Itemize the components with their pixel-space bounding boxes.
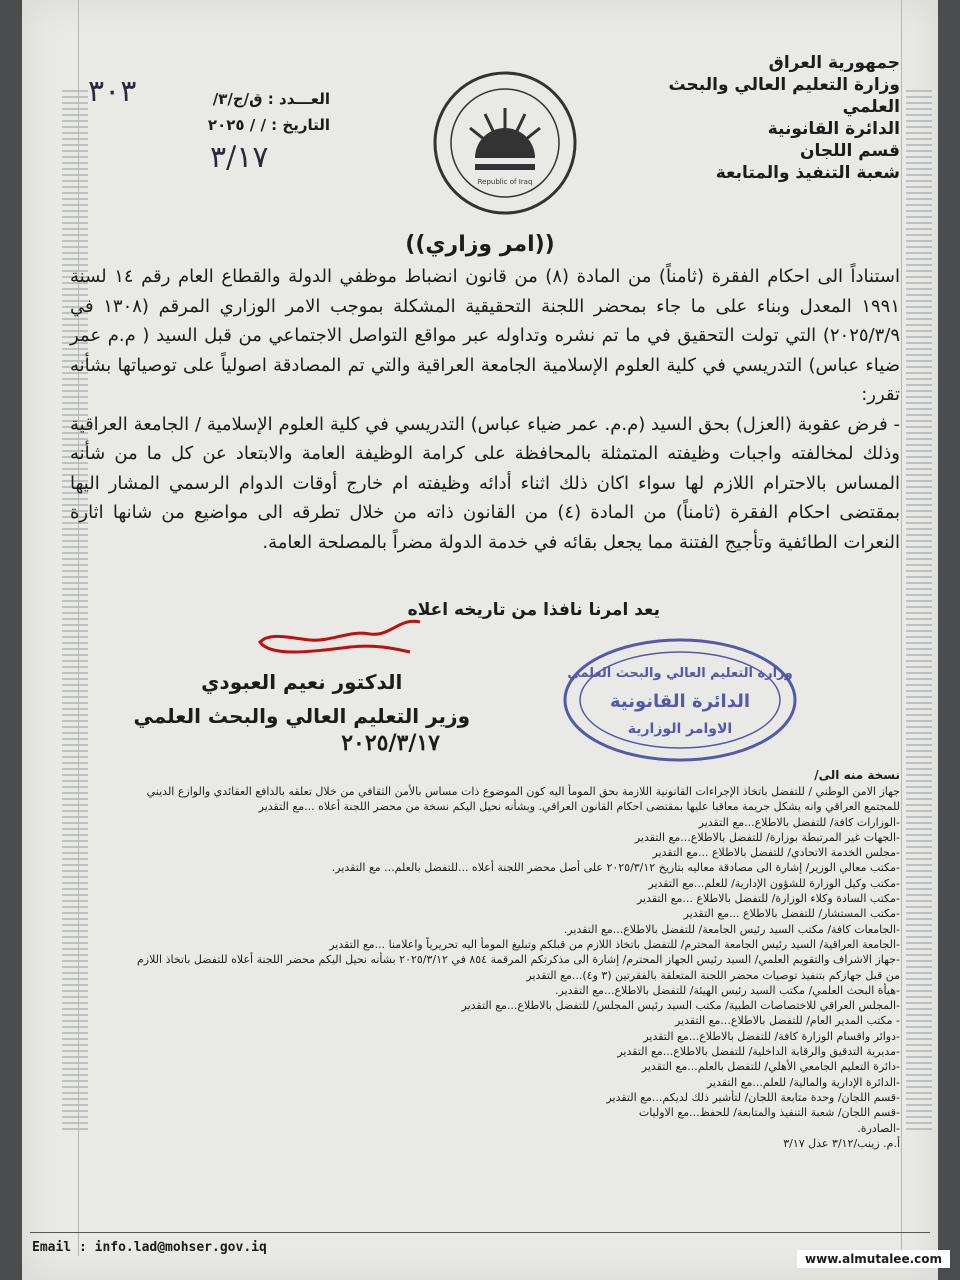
signer-block xyxy=(134,665,471,733)
document-title: ((امر وزاري)) xyxy=(405,232,555,257)
effective-line: يعد امرنا نافذا من تاريخه اعلاه xyxy=(407,600,660,620)
body-paragraph: - فرض عقوبة (العزل) بحق السيد (م.م. عمر ضياء عباس) التدريسي في كلية العلوم الإسلامية / الجامعة العراقية وذلك لمخالفته واجبات وظيفته المتمثلة بالمحافظة على كرامة الوظيفة العامة والابتعاد عن كل ما من شأنه المساس بالاحترام اللازم لها سواء اكان ذلك اثناء أدائه وظيفته ام خارج أوقات الدوام الرسمي المشار اليها بمقتضى احكام الفقرة (ثامناً) من المادة (٤) من القانون ذاته من خلال تطرقه الى مواضيع من شانها اثارة النعرات الطائفية وتأجيج الفتنة مما يجعل بقائه في خدمة الدولة مضراً بالمصلحة العامة. xyxy=(70,413,900,553)
distribution-item: -الجامعة العراقية/ السيد رئيس الجامعة المحترم/ للتفضل باتخاذ اللازم من قبلكم وتبليغ المومأ اليه تحريرياً واعلامنا ...مع التقدير xyxy=(329,937,900,951)
distribution-item: -المجلس العراقي للاختصاصات الطبية/ مكتب السيد رئيس المجلس/ للتفضل بالاطلاع...مع التقدير xyxy=(461,999,900,1013)
distribution-item: أ.م. زينب/٣/١٢ عدل ٣/١٧ xyxy=(783,1136,900,1150)
distribution-item: -مكتب وكيل الوزارة للشؤون الإدارية/ للعلم...مع التقدير xyxy=(648,876,900,890)
letterhead-line: وزارة التعليم العالي والبحث العلمي xyxy=(668,75,900,117)
logo-text: Republic of Iraq xyxy=(477,178,533,186)
distribution-item: -مكتب معالي الوزير/ إشارة الى مصادقة معاليه بتاريخ ٢٠٢٥/٣/١٢ على أصل محضر اللجنة أعلاه ...للتفضل بالعلم... مع التقدير. xyxy=(331,861,900,875)
distribution-item: جهاز الامن الوطني / للتفضل باتخاذ الإجراءات القانونية اللازمة بحق المومأ اليه كون الموضوع ذات مساس بالأمن الثقافي من خلال تعلقه بالدافع العقائدي والوازع الديني xyxy=(146,785,900,798)
official-stamp-icon xyxy=(560,635,800,765)
letterhead-line: الدائرة القانونية xyxy=(767,119,900,139)
distribution-item: -مكتب السادة وكلاء الوزارة/ للتفضل بالاطلاع ...مع التقدير xyxy=(636,892,900,906)
distribution-title: نسخة منه الى/ xyxy=(814,768,900,782)
body-paragraph: استناداً الى احكام الفقرة (ثامناً) من المادة (٨) من قانون انضباط موظفي الدولة والقطاع العام رقم ١٤ لسنة ١٩٩١ المعدل وبناء على ما جاء بمحضر اللجنة التحقيقية المشكلة بموجب الامر الوزاري المرقم (١٣٠٨ في ٢٠٢٥/٣/٩) التي تولت التحقيق في ما تم نشره وتداوله عبر مواقع التواصل الاجتماعي من قبل السيد ( م.م عمر ضياء عباس) التدريسي في كلية العلوم الإسلامية الجامعة العراقية والتي تم المصادقة اصولياً على توصياتها بشأنه تقرر: xyxy=(70,266,900,405)
reference-number: العـــدد : ق/ج/٣/ xyxy=(212,90,330,108)
signer-position: وزير التعليم العالي والبحث العلمي xyxy=(133,704,470,728)
distribution-item: -الصادرة. xyxy=(857,1121,900,1135)
distribution-item: -قسم اللجان/ شعبة التنفيذ والمتابعة/ للحفظ...مع الاوليات xyxy=(638,1106,900,1120)
signature-icon xyxy=(250,612,430,672)
ministry-logo-icon xyxy=(430,68,580,218)
document-body xyxy=(70,262,900,557)
distribution-item: للمجتمع العراقي وانه يشكل جريمة معاقبا عليها بمقتضى احكام القانون العراقي. وبشأنه نحيل اليكم نسخة من محضر اللجنة أعلاه ...مع التقدير xyxy=(258,800,900,814)
stamp-line: الاوامر الوزارية xyxy=(627,721,733,737)
distribution-item: -الجهات غير المرتبطة بوزارة/ للتفضل بالاطلاع...مع التقدير xyxy=(634,830,900,844)
letterhead xyxy=(640,52,900,184)
footer-email: Email : info.lad@mohser.gov.iq xyxy=(32,1240,267,1255)
reference-date: التاريخ : / / ٢٠٢٥ xyxy=(207,116,330,134)
distribution-item: -دوائر واقسام الوزارة كافة/ للتفضل بالاطلاع...مع التقدير xyxy=(643,1029,900,1043)
letterhead-line: شعبة التنفيذ والمتابعة xyxy=(715,163,900,183)
distribution-item: -جهاز الاشراف والتقويم العلمي/ السيد رئيس الجهاز المحترم/ إشارة الى مذكرتكم المرقمة ٨٥٤ في ٢٠٢٥/٣/١٢ بشأنه نحيل اليكم محضر اللجنة أعلاه للتفضل باتخاذ اللازم xyxy=(136,953,900,967)
distribution-item: -قسم اللجان/ وحدة متابعة اللجان/ لتأشير ذلك لديكم...مع التقدير xyxy=(606,1090,900,1104)
distribution-item: -الوزارات كافة/ للتفضل بالاطلاع...مع التقدير xyxy=(698,815,900,829)
distribution-item: -مكتب المستشار/ للتفضل بالاطلاع ...مع التقدير xyxy=(683,907,900,921)
stamp-line: الدائرة القانونية xyxy=(609,691,751,712)
stamp-line: وزارة التعليم العالي والبحث العلمي xyxy=(567,666,793,681)
letterhead-line: جمهورية العراق xyxy=(768,53,900,73)
handwritten-number: ٣٠٣ xyxy=(88,74,137,109)
reference-block xyxy=(110,86,330,138)
distribution-item: -الدائرة الإدارية والمالية/ للعلم...مع التقدير xyxy=(706,1075,900,1089)
distribution-item: -مديرية التدقيق والرقابة الداخلية/ للتفضل بالاطلاع...مع التقدير xyxy=(617,1045,900,1059)
distribution-item: - مكتب المدير العام/ للتفضل بالاطلاع...مع التقدير xyxy=(674,1014,900,1028)
footer-rule xyxy=(30,1232,930,1233)
distribution-item: -مجلس الخدمة الاتحادي/ للتفضل بالاطلاع ...مع التقدير xyxy=(652,846,900,860)
handwritten-date: ٣/١٧ xyxy=(210,140,269,175)
source-watermark: www.almutalee.com xyxy=(797,1250,950,1268)
distribution-item: من قبل جهازكم بتنفيذ توصيات محضر اللجنة المتعلقة بالفقرتين (٣ و٤)...مع التقدير xyxy=(526,968,900,982)
letterhead-line: قسم اللجان xyxy=(800,141,900,161)
signature-date: ٢٠٢٥/٣/١٧ xyxy=(341,730,440,756)
distribution-item: -دائرة التعليم الجامعي الأهلي/ للتفضل بالعلم...مع التقدير xyxy=(641,1060,900,1074)
distribution-item: -الجامعات كافة/ مكتب السيد رئيس الجامعة/ للتفضل بالاطلاع...مع التقدير. xyxy=(563,922,900,936)
distribution-item: -هيأة البحث العلمي/ مكتب السيد رئيس الهيئة/ للتفضل بالاطلاع...مع التقدير. xyxy=(555,983,900,997)
signer-name: الدكتور نعيم العبودي xyxy=(201,670,403,694)
distribution-list xyxy=(60,784,900,1151)
